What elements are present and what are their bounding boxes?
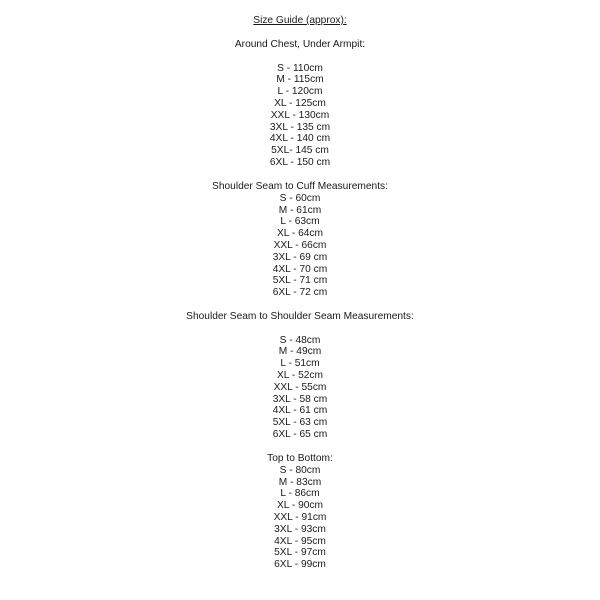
list-item: XL - 90cm	[276, 500, 324, 512]
list-item: 3XL - 58 cm	[272, 393, 328, 405]
list-item: 3XL - 69 cm	[272, 251, 328, 263]
section-heading: Around Chest, Under Armpit:	[234, 39, 366, 50]
list-item: M - 61cm	[278, 204, 322, 216]
list-item: 4XL - 95cm	[274, 535, 326, 547]
chest-section	[0, 39, 600, 169]
size-list	[0, 193, 600, 299]
list-item: XL - 125cm	[274, 97, 326, 109]
list-item: L - 120cm	[277, 86, 323, 98]
list-item: XL - 52cm	[276, 369, 324, 381]
spacer	[0, 51, 600, 63]
list-item: M - 49cm	[278, 346, 322, 358]
size-list	[0, 335, 600, 441]
size-list	[0, 63, 600, 169]
list-item: XXL - 66cm	[273, 239, 327, 251]
list-item: 4XL - 70 cm	[272, 263, 328, 275]
list-item: S - 110cm	[277, 62, 323, 74]
list-item: M - 115cm	[276, 74, 324, 86]
list-item: S - 80cm	[279, 464, 321, 476]
list-item: 6XL - 150 cm	[269, 156, 331, 168]
section-heading: Shoulder Seam to Shoulder Seam Measurements:	[186, 311, 414, 322]
list-item: 6XL - 72 cm	[272, 287, 328, 299]
list-item: 5XL - 97cm	[274, 547, 326, 559]
list-item: 6XL - 99cm	[274, 559, 326, 571]
list-item: 6XL - 65 cm	[272, 428, 328, 440]
list-item: XXL - 55cm	[273, 381, 327, 393]
list-item: XXL - 91cm	[273, 511, 327, 523]
spacer	[0, 323, 600, 335]
list-item: XXL - 130cm	[270, 109, 330, 121]
list-item: S - 48cm	[279, 334, 321, 346]
list-item: 4XL - 140 cm	[269, 133, 331, 145]
list-item: L - 51cm	[280, 358, 320, 370]
list-item: 3XL - 135 cm	[269, 121, 331, 133]
list-item: S - 60cm	[279, 192, 321, 204]
shoulder-section	[0, 311, 600, 441]
length-section	[0, 453, 600, 571]
section-heading: Top to Bottom:	[267, 453, 333, 464]
list-item: 4XL - 61 cm	[272, 405, 328, 417]
list-item: 5XL - 71 cm	[272, 275, 328, 287]
section-heading: Shoulder Seam to Cuff Measurements:	[212, 181, 388, 192]
sleeve-section	[0, 181, 600, 299]
list-item: M - 83cm	[278, 476, 322, 488]
list-item: XL - 64cm	[276, 228, 324, 240]
page-title: Size Guide (approx):	[253, 15, 347, 26]
list-item: 5XL - 63 cm	[272, 417, 328, 429]
list-item: L - 86cm	[280, 488, 320, 500]
list-item: L - 63cm	[280, 216, 320, 228]
list-item: 3XL - 93cm	[274, 523, 326, 535]
list-item: 5XL- 145 cm	[271, 145, 329, 157]
size-list	[0, 465, 600, 571]
